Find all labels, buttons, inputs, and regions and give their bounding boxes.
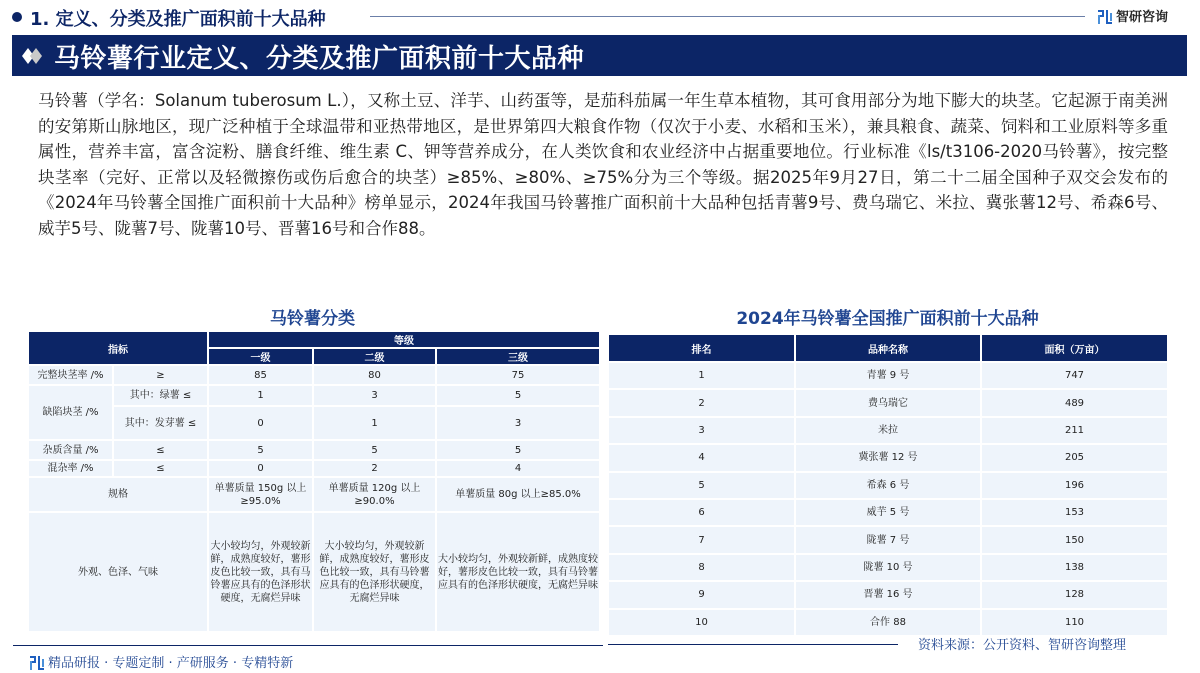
cell-value: 5 [436, 385, 600, 406]
cell-value: 大小较均匀，外观较新鲜，成熟度较好，薯形皮色比较一致，具有马铃薯应具有的色泽形状硬度，无腐烂异味 [208, 512, 313, 632]
rank: 8 [608, 554, 795, 581]
row-label: 外观、色泽、气味 [28, 512, 208, 632]
header-indicator: 指标 [28, 331, 208, 365]
row-operator: 其中：绿薯 ≤ [113, 385, 208, 406]
rank: 10 [608, 609, 795, 636]
table-row [608, 417, 1168, 444]
cell-value: 2 [313, 460, 436, 477]
cell-value: 1 [208, 385, 313, 406]
area: 110 [981, 609, 1168, 636]
header-area: 面积（万亩） [981, 334, 1168, 362]
variety-name: 威芋 5 号 [795, 499, 981, 526]
table-row [608, 581, 1168, 608]
area: 150 [981, 526, 1168, 553]
variety-name: 陇薯 7 号 [795, 526, 981, 553]
area: 138 [981, 554, 1168, 581]
header-rank: 排名 [608, 334, 795, 362]
rank: 7 [608, 526, 795, 553]
table-row [28, 406, 600, 440]
area: 153 [981, 499, 1168, 526]
top10-table-title: 2024年马铃薯全国推广面积前十大品种 [736, 309, 1039, 329]
rank: 3 [608, 417, 795, 444]
cell-value: 4 [436, 460, 600, 477]
section-divider [370, 16, 1085, 17]
variety-name: 冀张薯 12 号 [795, 444, 981, 471]
table-row [608, 472, 1168, 499]
page-banner [12, 35, 1187, 76]
table-row [608, 362, 1168, 389]
cell-value: 3 [313, 385, 436, 406]
cell-value: 80 [313, 365, 436, 385]
variety-name: 希森 6 号 [795, 472, 981, 499]
table-row [28, 440, 600, 460]
footer-services: 精品研报 · 专题定制 · 产研服务 · 专精特新 [48, 656, 294, 671]
source-divider [608, 644, 898, 645]
source-note: 资料来源：公开资料、智研咨询整理 [918, 638, 1127, 653]
rank: 1 [608, 362, 795, 389]
table-row [608, 389, 1168, 416]
variety-name: 费乌瑞它 [795, 389, 981, 416]
variety-name: 合作 88 [795, 609, 981, 636]
classification-table-title: 马铃薯分类 [270, 309, 355, 329]
cell-value: 75 [436, 365, 600, 385]
intro-paragraph: 马铃薯（学名：Solanum tuberosum L.），又称土豆、洋芋、山药蛋等，是茄科茄属一年生草本植物，其可食用部分为地下膨大的块茎。它起源于南美洲的安第斯山脉地区，现广泛种植于全球温带和亚热带地区，是世界第四大粮食作物（仅次于小麦、水稻和玉米），兼具粮食、蔬菜、饲料和工业原料等多重属性，营养丰富，富含淀粉、膳食纤维、维生素 C、钾等营养成分，在人类饮食和农业经济中占据重要地位。行业标准《ls/t3106-2020马铃薯》，按完整块茎率（完好、正常以及轻微擦伤或伤后愈合的块茎）≥85%、≥80%、≥75%分为三个等级。据2025年9月27日，第二十二届全国种子双交会发布的《2024年马铃薯全国推广面积前十大品种》榜单显示，2024年我国马铃薯推广面积前十大品种包括青薯9号、费乌瑞它、米拉、冀张薯12号、希森6号、威芋5号、陇薯7号、陇薯10号、晋薯16号和合作88。 [38, 91, 1168, 238]
zhiyan-logo-icon [30, 655, 44, 669]
brand-name: 智研咨询 [1116, 10, 1169, 25]
variety-name: 米拉 [795, 417, 981, 444]
row-label: 完整块茎率 /% [28, 365, 113, 385]
cell-value: 5 [313, 440, 436, 460]
header-grade: 等级 [208, 331, 600, 348]
section-header [0, 0, 1200, 32]
cell-value: 0 [208, 460, 313, 477]
table-row [28, 365, 600, 385]
header-variety-name: 品种名称 [795, 334, 981, 362]
rank: 4 [608, 444, 795, 471]
table-row [608, 444, 1168, 471]
table-row [28, 512, 600, 632]
table-row [608, 499, 1168, 526]
rank: 5 [608, 472, 795, 499]
area: 205 [981, 444, 1168, 471]
rank: 2 [608, 389, 795, 416]
cell-value: 5 [208, 440, 313, 460]
table-row [28, 477, 600, 512]
bullet-dot-icon [12, 12, 22, 22]
row-label: 规格 [28, 477, 208, 512]
rank: 9 [608, 581, 795, 608]
classification-table [27, 330, 601, 633]
cell-value: 单薯质量 120g 以上≥90.0% [313, 477, 436, 512]
cell-value: 大小较均匀，外观较新鲜，成熟度较好，薯形皮色比较一致，具有马铃薯应具有的色泽形状硬度，无腐烂异味 [436, 512, 600, 632]
footer-divider [13, 645, 603, 646]
table-row [28, 460, 600, 477]
row-operator: ≥ [113, 365, 208, 385]
variety-name: 陇薯 10 号 [795, 554, 981, 581]
page-title: 马铃薯行业定义、分类及推广面积前十大品种 [54, 44, 585, 74]
table-row [28, 385, 600, 406]
row-label: 缺陷块茎 /% [28, 385, 113, 440]
table-row [608, 554, 1168, 581]
cell-value: 单薯质量 150g 以上≥95.0% [208, 477, 313, 512]
header-grade-2: 二级 [313, 348, 436, 365]
variety-name: 晋薯 16 号 [795, 581, 981, 608]
cell-value: 85 [208, 365, 313, 385]
area: 128 [981, 581, 1168, 608]
rank: 6 [608, 499, 795, 526]
cell-value: 0 [208, 406, 313, 440]
footer [30, 652, 293, 671]
cell-value: 大小较均匀，外观较新鲜，成熟度较好，薯形皮色比较一致，具有马铃薯应具有的色泽形状硬度，无腐烂异味 [313, 512, 436, 632]
table-row [608, 609, 1168, 636]
row-operator: ≤ [113, 440, 208, 460]
area: 211 [981, 417, 1168, 444]
row-operator: 其中：发芽薯 ≤ [113, 406, 208, 440]
cell-value: 3 [436, 406, 600, 440]
brand-logo [1098, 6, 1168, 25]
zhiyan-logo-icon [1098, 9, 1112, 23]
row-label: 混杂率 /% [28, 460, 113, 477]
section-title: 1. 定义、分类及推广面积前十大品种 [30, 9, 326, 30]
area: 196 [981, 472, 1168, 499]
header-grade-1: 一级 [208, 348, 313, 365]
row-operator: ≤ [113, 460, 208, 477]
cell-value: 1 [313, 406, 436, 440]
header-grade-3: 三级 [436, 348, 600, 365]
table-row [608, 526, 1168, 553]
cell-value: 5 [436, 440, 600, 460]
double-diamond-icon [22, 48, 44, 64]
area: 747 [981, 362, 1168, 389]
cell-value: 单薯质量 80g 以上≥85.0% [436, 477, 600, 512]
variety-name: 青薯 9 号 [795, 362, 981, 389]
row-label: 杂质含量 /% [28, 440, 113, 460]
area: 489 [981, 389, 1168, 416]
top10-table [607, 333, 1169, 637]
